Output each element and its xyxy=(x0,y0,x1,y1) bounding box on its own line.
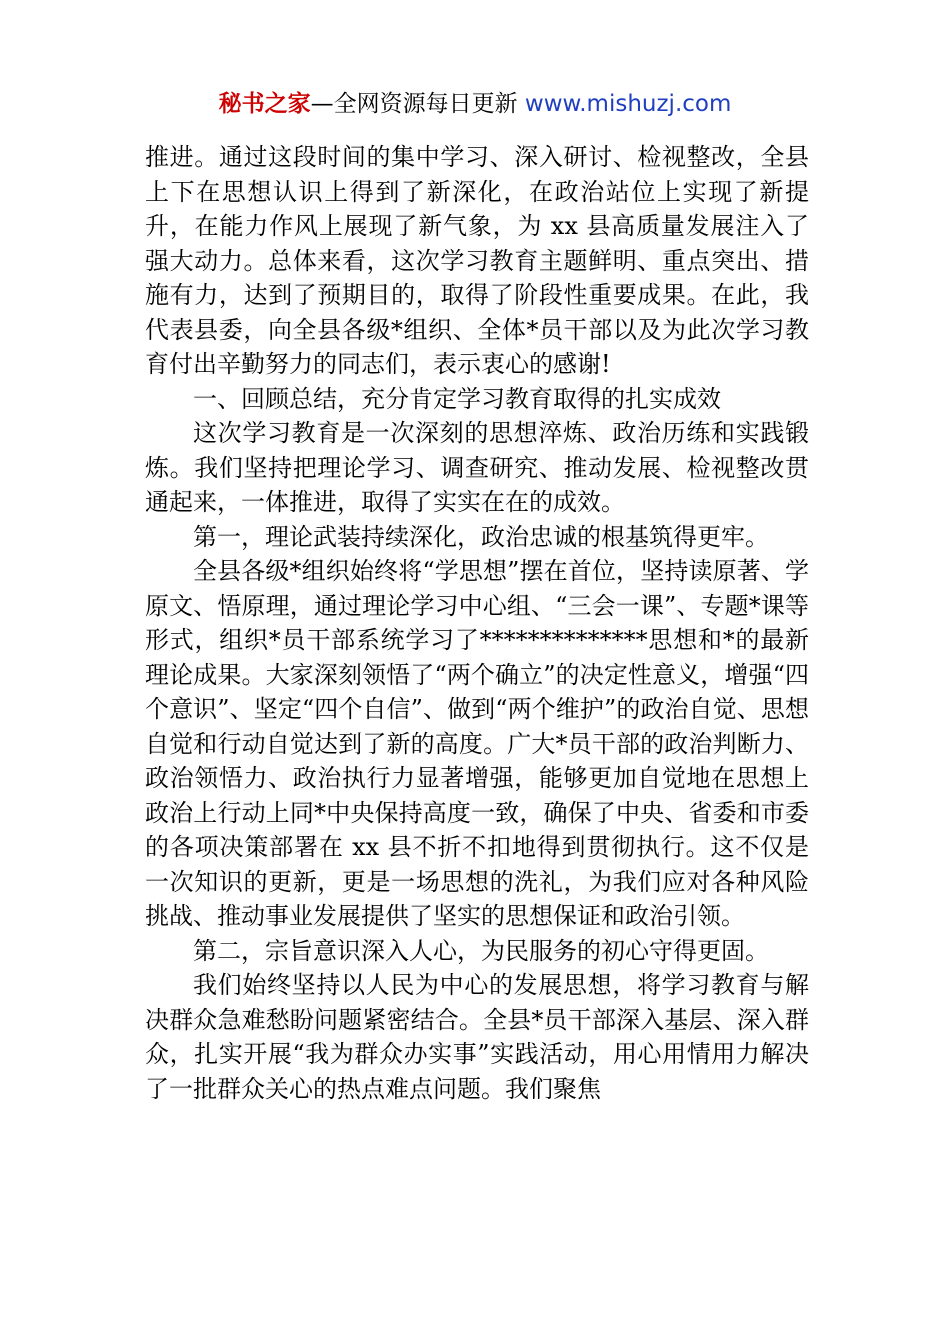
body-paragraph: 我们始终坚持以人民为中心的发展思想，将学习教育与解决群众急难愁盼问题紧密结合。全县*员干部深入基层、深入群众，扎实开展“我为群众办实事”实践活动，用心用情用力解决了一批群众关心的热点难点问题。我们聚焦 xyxy=(145,971,809,1103)
body-paragraph: 全县各级*组织始终将“学思想”摆在首位，坚持读原著、学原文、悟原理，通过理论学习中心组、“三会一课”、专题*课等形式，组织*员干部系统学习了**************思想和*的最新理论成果。大家深刻领悟了“两个确立”的决定性意义，增强“四个意识”、坚定“四个自信”、做到“两个维护”的政治自觉、思想自觉和行动自觉达到了新的高度。广大*员干部的政治判断力、政治领悟力、政治执行力显著增强，能够更加自觉地在思想上政治上行动上同*中央保持高度一致，确保了中央、省委和市委的各项决策部署在 xx 县不折不扣地得到贯彻执行。这不仅是一次知识的更新，更是一场思想的洗礼，为我们应对各种风险挑战、推动事业发展提供了坚实的思想保证和政治引领。 xyxy=(145,557,809,930)
subsection-heading: 第二，宗旨意识深入人心，为民服务的初心守得更固。 xyxy=(193,936,769,965)
site-tagline: —全网资源每日更新 xyxy=(310,91,525,117)
subsection-heading: 第一，理论武装持续深化，政治忠诚的根基筑得更牢。 xyxy=(193,522,769,551)
section-heading: 一、回顾总结，充分肯定学习教育取得的扎实成效 xyxy=(193,384,721,413)
body-paragraph: 这次学习教育是一次深刻的思想淬炼、政治历练和实践锻炼。我们坚持把理论学习、调查研究、推动发展、检视整改贯通起来，一体推进，取得了实实在在的成效。 xyxy=(145,419,809,516)
site-header xyxy=(0,88,950,120)
site-url-link[interactable]: www.mishuzj.com xyxy=(524,91,732,117)
body-paragraph: 推进。通过这段时间的集中学习、深入研讨、检视整改，全县上下在思想认识上得到了新深化，在政治站位上实现了新提升，在能力作风上展现了新气象，为 xx 县高质量发展注入了强大动力。总体来看，这次学习教育主题鲜明、重点突出、措施有力，达到了预期目的，取得了阶段性重要成果。在此，我代表县委，向全县各级*组织、全体*员干部以及为此次学习教育付出辛勤努力的同志们，表示衷心的感谢! xyxy=(145,143,809,378)
document-body xyxy=(145,140,809,1106)
site-brand: 秘书之家 xyxy=(218,91,311,117)
